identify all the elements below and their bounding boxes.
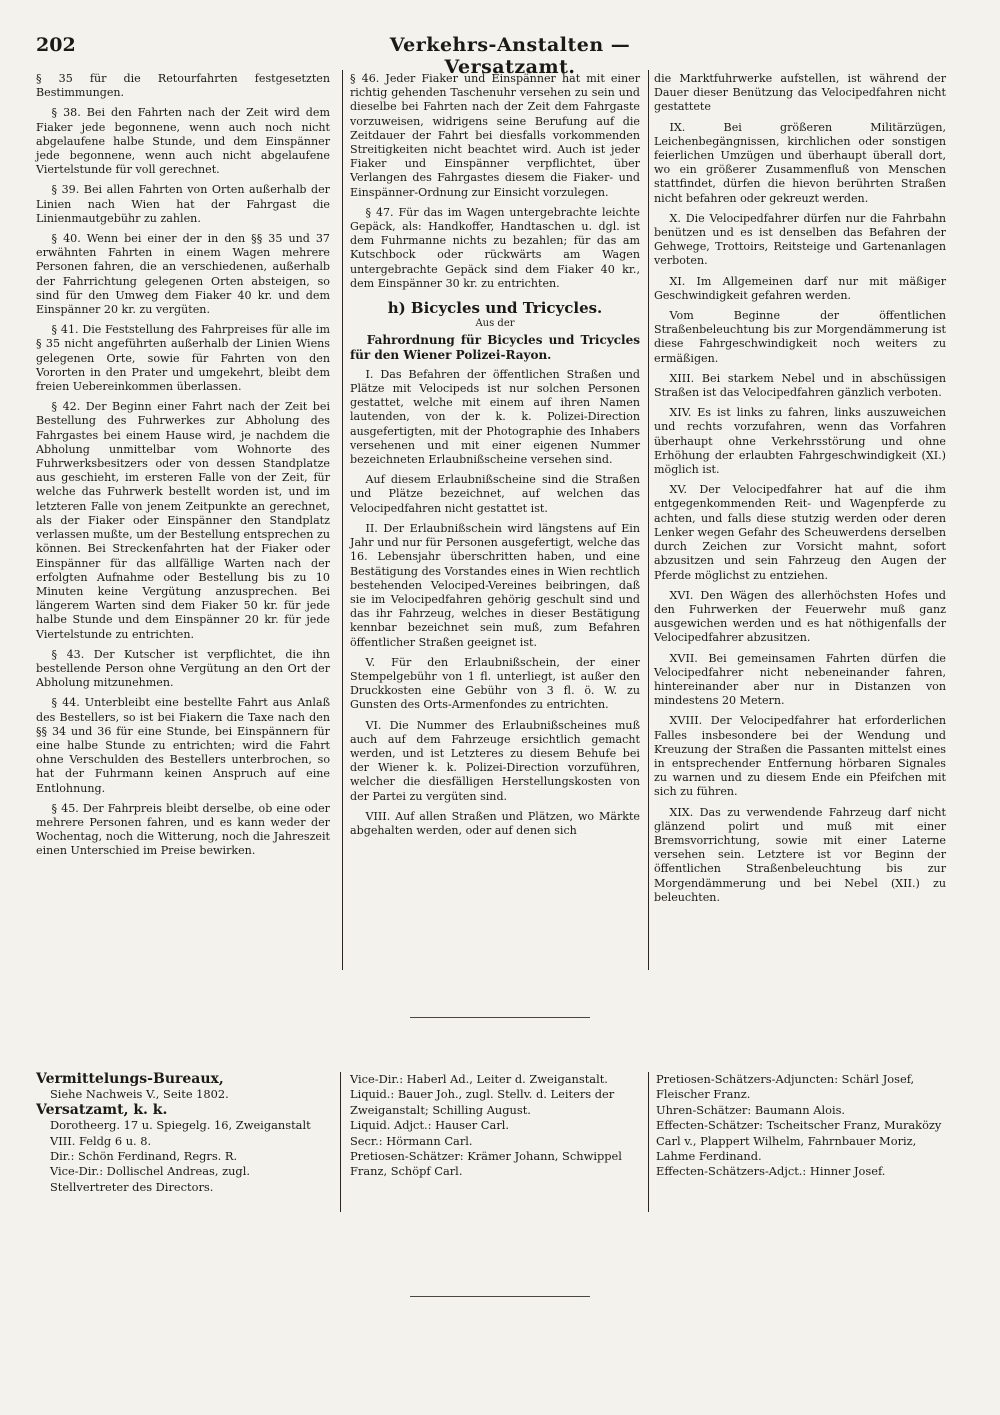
section-source-label: Aus der — [475, 318, 515, 330]
directory-entry: Effecten-Schätzer: Tscheitscher Franz, Muraközy Carl v., Plappert Wilhelm, Fahrnbauer Moriz, Lahme Ferdinand. — [656, 1118, 942, 1164]
directory-entry: Liquid. Adjct.: Hauser Carl. — [350, 1118, 510, 1133]
section-title: h) Bicycles und Tricycles. — [387, 299, 603, 318]
paragraph: die Marktfuhrwerke aufstellen, ist während der Dauer dieser Benützung das Velocipedfahren nicht gestattete — [654, 72, 946, 114]
bottom-column-rule-right — [648, 1072, 649, 1212]
page-number: 202 — [36, 34, 76, 56]
paragraph: § 40. Wenn bei einer der in den §§ 35 und 37 erwähnten Fahrten in einem Wagen mehrere Personen fahren, die an verschiedenen, außerhalb der Fahrrichtung gelegenen Orten absteigen, so sind für den Umweg dem Fiaker 40 kr. und dem Einspänner 20 kr. zu vergüten. — [36, 232, 330, 317]
column-rule-right — [648, 70, 649, 970]
paragraph: XI. Im Allgemeinen darf nur mit mäßiger Geschwindigkeit gefahren werden. — [654, 274, 946, 302]
text-column-3 — [654, 72, 946, 911]
section-subtitle: Fahrordnung für Bicycles und Tricycles für den Wiener Polizei-Rayon. — [350, 333, 640, 362]
directory-column-1 — [36, 1072, 332, 1195]
paragraph: § 38. Bei den Fahrten nach der Zeit wird dem Fiaker jede begonnene, wenn auch noch nicht abgelaufene halbe Stunde, und dem Einspänner jede begonnene, wenn auch nicht abgelaufene Viertelstunde für voll gerechnet. — [36, 106, 330, 177]
paragraph: IX. Bei größeren Militärzügen, Leichenbegängnissen, kirchlichen oder sonstigen feierlichen Umzügen und überhaupt überall dort, wo ein größerer Zusammenfluß von Menschen stattfindet, dürfen die hievon berührten Straßen nicht befahren oder gekreuzt werden. — [654, 120, 946, 205]
paragraph: V. Für den Erlaubnißschein, der einer Stempelgebühr von 1 fl. unterliegt, ist außer den Druckkosten eine Gebühr von 3 fl. ö. W. zu Gunsten des Orts-Armenfondes zu entrichten. — [350, 655, 640, 712]
directory-entry: Vice-Dir.: Dollischel Andreas, zugl. Stellvertreter des Directors. — [50, 1164, 250, 1194]
paragraph: § 47. Für das im Wagen untergebrachte leichte Gepäck, als: Handkoffer, Handtaschen u. dgl. ist dem Fuhrmanne nichts zu bezahlen; für das am Kutschbock oder rückwärts am Wagen untergebrachte Gepäck sind dem Fiaker 40 kr., dem Einspänner 30 kr. zu entrichten. — [350, 205, 640, 290]
paragraph: XV. Der Velocipedfahrer hat auf die ihm entgegenkommenden Reit- und Wagenpferde zu achten, und falls diese stutzig werden oder deren Lenker wegen Gefahr des Scheuwerdens derselben durch Zeichen zur Vorsicht mahnt, sofort abzusitzen und sein Fahrzeug den Augen der Pferde möglichst zu entziehen. — [654, 483, 946, 582]
divider-rule-bottom — [410, 1296, 590, 1297]
text-column-2 — [350, 72, 640, 844]
running-title: Verkehrs-Anstalten — Versatzamt. — [389, 34, 631, 78]
paragraph: VIII. Auf allen Straßen und Plätzen, wo Märkte abgehalten werden, oder auf denen sich — [350, 809, 640, 837]
directory-entry: Pretiosen-Schätzers-Adjuncten: Schärl Josef, Fleischer Franz. — [656, 1072, 915, 1102]
paragraph: § 46. Jeder Fiaker und Einspänner hat mit einer richtig gehenden Taschenuhr versehen zu sein und dieselbe bei Fahrten nach der Zeit dem Fahrgaste vorzuweisen, widrigens seine Berufung auf die Zeitdauer der Fahrt bei diesfalls vorkommenden Streitigkeiten nicht beachtet wird. Auch ist jeder Fiaker und Einspänner verpflichtet, über Verlangen des Fahrgastes diesem die Fiaker- und Einspänner-Ordnung zur Einsicht vorzulegen. — [350, 72, 640, 199]
directory-entry: Siehe Nachweis V., Seite 1802. — [50, 1087, 229, 1102]
paragraph: XVII. Bei gemeinsamen Fahrten dürfen die Velocipedfahrer nicht nebeneinander fahren, hintereinander aber nur in Distanzen von mindestens 20 Metern. — [654, 651, 946, 708]
paragraph: VI. Die Nummer des Erlaubnißscheines muß auch auf dem Fahrzeuge ersichtlich gemacht werden, und ist Letzteres zu diesem Behufe bei der Wiener k. k. Polizei-Direction vorzuführen, welcher die diesfälligen Herstellungskosten von der Partei zu vergüten sind. — [350, 718, 640, 803]
paragraph: XIII. Bei starkem Nebel und in abschüssigen Straßen ist das Velocipedfahren gänzlich verboten. — [654, 371, 946, 400]
directory-entry: Dorotheerg. 17 u. Spiegelg. 16, Zweiganstalt VIII. Feldg 6 u. 8. — [50, 1118, 311, 1148]
paragraph: § 41. Die Feststellung des Fahrpreises für alle im § 35 nicht angeführten außerhalb der Linien Wiens gelegenen Orte, sowie für Fahrten von den Vororten in den Prater und umgekehrt, bleibt dem freien Uebereinkommen überlassen. — [36, 323, 330, 394]
paragraph: X. Die Velocipedfahrer dürfen nur die Fahrbahn benützen und es ist denselben das Befahren der Gehwege, Trottoirs, Reitsteige und Gartenanlagen verboten. — [654, 211, 946, 268]
paragraph: § 39. Bei allen Fahrten von Orten außerhalb der Linien nach Wien hat der Fahrgast die Linienmautgebühr zu zahlen. — [36, 183, 330, 225]
directory-entry: Vice-Dir.: Haberl Ad., Leiter d. Zweiganstalt. — [350, 1072, 608, 1086]
bottom-column-rule-left — [340, 1072, 341, 1212]
paragraph: § 35 für die Retourfahrten festgesetzten Bestimmungen. — [36, 72, 330, 100]
directory-entry: Liquid.: Bauer Joh., zugl. Stellv. d. Leiters der Zweiganstalt; Schilling August. — [350, 1087, 615, 1117]
text-column-1 — [36, 72, 330, 865]
paragraph: XVI. Den Wägen des allerhöchsten Hofes und den Fuhrwerken der Feuerwehr muß ganz ausgewichen werden und es hat nöthigenfalls der Velocipedfahrer abzusitzen. — [654, 588, 946, 645]
directory-entry: Pretiosen-Schätzer: Krämer Johann, Schwippel Franz, Schöpf Carl. — [350, 1149, 622, 1179]
directory-entry: Uhren-Schätzer: Baumann Alois. — [656, 1102, 846, 1117]
directory-heading: Vermittelungs-Bureaux, — [36, 1071, 224, 1087]
paragraph: § 45. Der Fahrpreis bleibt derselbe, ob eine oder mehrere Personen fahren, und es kann weder der Wochentag, noch die Witterung, noch die Jahreszeit einen Unterschied im Preise bewirken. — [36, 801, 330, 858]
directory-entry: Dir.: Schön Ferdinand, Regrs. R. — [50, 1149, 238, 1164]
divider-rule — [410, 1017, 590, 1018]
directory-entry: Effecten-Schätzers-Adjct.: Hinner Josef. — [656, 1164, 886, 1179]
directory-heading: Versatzamt, k. k. — [36, 1101, 168, 1118]
paragraph: I. Das Befahren der öffentlichen Straßen und Plätze mit Velocipeds ist nur solchen Personen gestattet, welche mit einem auf ihren Namen lautenden, von der k. k. Polizei-Direction ausgefertigten, mit der Photographie des Inhabers versehenen und mit einer eigenen Nummer bezeichneten Erlaubnißscheine versehen sind. — [350, 367, 640, 467]
column-rule-left — [342, 70, 343, 970]
paragraph: XVIII. Der Velocipedfahrer hat erforderlichen Falles insbesondere bei der Wendung und Kreuzung der Straßen die Passanten mittelst eines in entsprechender Entfernung hörbaren Signales zu warnen und zu diesem Ende ein Pfeifchen mit sich zu führen. — [654, 714, 946, 799]
paragraph: XIX. Das zu verwendende Fahrzeug darf nicht glänzend polirt und muß mit einer Bremsvorrichtung, sowie mit einer Laterne versehen sein. Letztere ist vor Beginn der öffentlichen Straßenbeleuchtung bis zur Morgendämmerung und bei Nebel (XII.) zu beleuchten. — [654, 805, 946, 904]
directory-entry: Secr.: Hörmann Carl. — [350, 1133, 473, 1148]
directory-column-2 — [350, 1072, 640, 1180]
paragraph: § 43. Der Kutscher ist verpflichtet, die ihn bestellende Person ohne Vergütung an den Ort der Abholung mitzunehmen. — [36, 647, 330, 690]
paragraph: Auf diesem Erlaubnißscheine sind die Straßen und Plätze bezeichnet, auf welchen das Velocipedfahren nicht gestattet ist. — [350, 473, 640, 515]
paragraph: Vom Beginne der öffentlichen Straßenbeleuchtung bis zur Morgendämmerung ist diese Fahrgeschwindigkeit noch weiters zu ermäßigen. — [654, 309, 946, 365]
paragraph: II. Der Erlaubnißschein wird längstens auf Ein Jahr und nur für Personen ausgefertigt, welche das 16. Lebensjahr überschritten haben, und eine Bestätigung des Vorstandes eines in Wien rechtlich bestehenden Velociped-Vereines beibringen, daß sie im Velocipedfahren gehörig geschult sind und das ihr Fahrzeug, welches in dieser Bestätigung kennbar bezeichnet sein muß, zum Befahren öffentlicher Straßen geeignet ist. — [350, 521, 640, 649]
paragraph: § 44. Unterbleibt eine bestellte Fahrt aus Anlaß des Bestellers, so ist bei Fiakern die Taxe nach den §§ 34 und 36 für eine Stunde, bei Einspännern für eine halbe Stunde zu entrichten; wird die Fahrt ohne Verschulden des Bestellers unterbrochen, so hat der Fuhrmann keinen Anspruch auf eine Entlohnung. — [36, 696, 330, 795]
paragraph: § 42. Der Beginn einer Fahrt nach der Zeit bei Bestellung des Fuhrwerkes zur Abholung des Fahrgastes bei einem Hause wird, je nachdem die Abholung unmittelbar vom Wohnorte des Fuhrwerksbesitzers oder von dessen Standplatze aus geschieht, im ersteren Falle von der Zeit, für welche das Fuhrwerk bestellt worden ist, und im letzteren Falle von jenem Zeitpunkte an gerechnet, als der Fiaker oder Einspänner den Standplatz verlassen mußte, um der Bestellung entsprechen zu können. Bei Streckenfahrten hat der Fiaker oder Einspänner für das allfällige Warten nach der erfolgten Aufnahme oder Bestellung bis zu 10 Minuten keine Vergütung anzusprechen. Bei längerem Warten sind dem Fiaker 50 kr. für jede halbe Stunde und dem Einspänner 20 kr. für jede Viertelstunde zu entrichten. — [36, 400, 330, 641]
directory-column-3 — [656, 1072, 948, 1180]
paragraph: XIV. Es ist links zu fahren, links auszuweichen und rechts vorzufahren, wenn das Vorfahren überhaupt ohne Verkehrsstörung und ohne Erhöhung der erlaubten Fahrgeschwindigkeit (XI.) möglich ist. — [654, 406, 946, 477]
